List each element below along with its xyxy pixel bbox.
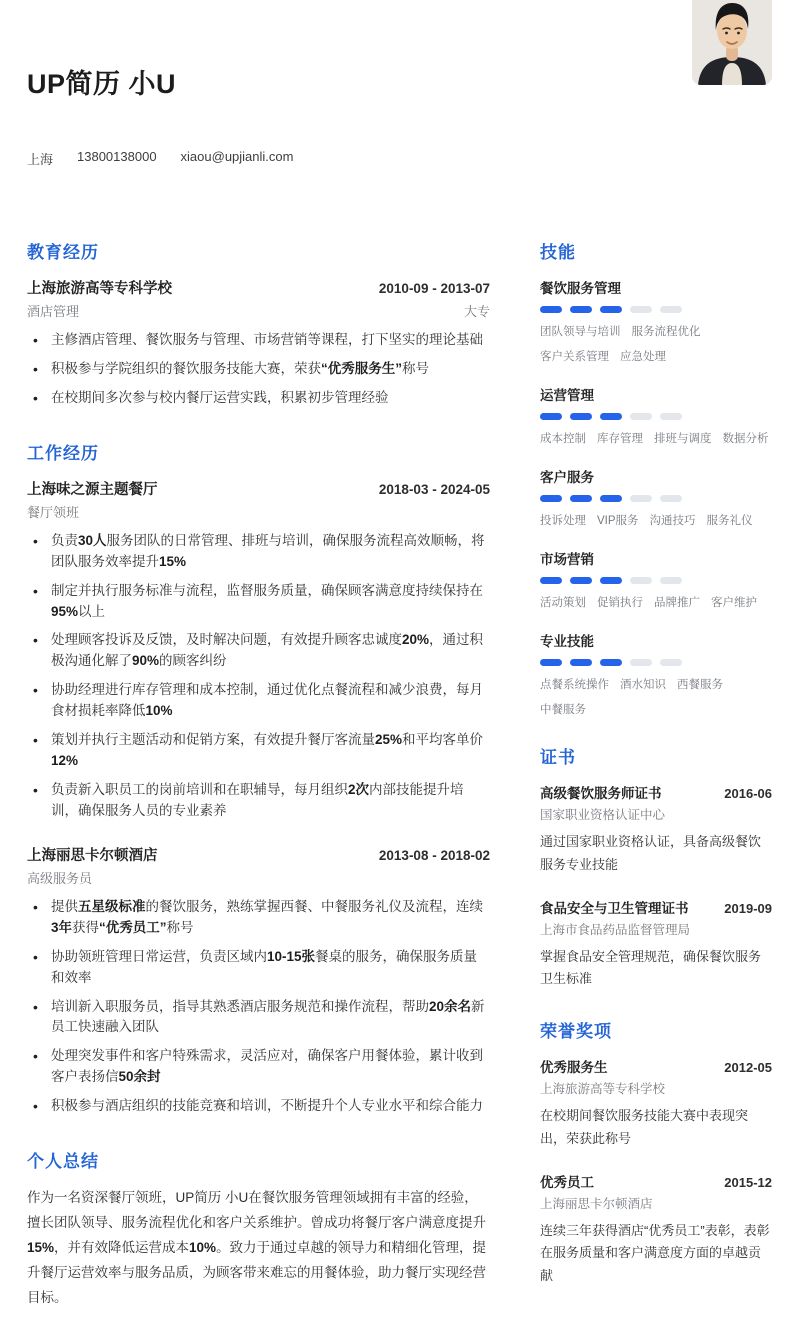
entry-head bbox=[27, 277, 490, 298]
section-title: 个人总结 bbox=[27, 1152, 99, 1172]
skill-name: 运营管理 bbox=[540, 388, 594, 403]
section-title: 教育经历 bbox=[27, 243, 99, 262]
certificate-item bbox=[540, 897, 772, 992]
honor-item bbox=[540, 1056, 772, 1151]
bullet-list bbox=[27, 531, 490, 822]
level-pill-filled bbox=[600, 659, 622, 666]
entry-org: 上海丽思卡尔顿酒店 bbox=[27, 847, 158, 864]
level-pill-filled bbox=[600, 577, 622, 584]
skill-tag: 中餐服务 bbox=[540, 704, 586, 716]
entry bbox=[27, 478, 490, 822]
entry-sub bbox=[27, 301, 490, 320]
entry-role: 酒店管理 bbox=[27, 304, 80, 319]
level-pill-filled bbox=[570, 577, 592, 584]
certificate-item-issuer: 上海市食品药品监督管理局 bbox=[540, 922, 691, 937]
skill-tag: 成本控制 bbox=[540, 433, 586, 445]
level-pill-empty bbox=[630, 306, 652, 313]
skill-tag: 数据分析 bbox=[722, 433, 769, 445]
skill-level-indicator bbox=[540, 495, 772, 502]
level-pill-empty bbox=[630, 495, 652, 502]
level-pill-filled bbox=[540, 659, 562, 666]
skill-tags bbox=[540, 594, 772, 610]
right-column bbox=[540, 238, 772, 1341]
skill-level-indicator bbox=[540, 659, 772, 666]
summary-paragraph: 作为一名资深餐厅领班，UP简历 小U在餐饮服务管理领域拥有丰富的经验，擅长团队领导、服务流程优化和客户关系维护。曾成功将餐厅客户满意度提升15%，并有效降低运营成本10%。致力于通过卓越的领导力和精细化管理，提升餐厅运营效率与服务品质，为顾客带来难忘的用餐体验，助力餐厅实现经营目标。 bbox=[27, 1190, 487, 1305]
skill-tag: 客户维护 bbox=[711, 597, 757, 609]
section-title: 技能 bbox=[540, 243, 576, 262]
skill-level-indicator bbox=[540, 577, 772, 584]
bullet-item: • 制定并执行服务标准与流程，监督服务质量，确保顾客满意度持续保持在95%以上 bbox=[27, 581, 490, 623]
bullet-list bbox=[27, 897, 490, 1117]
skill-tag: VIP服务 bbox=[597, 515, 639, 527]
entry-org: 上海味之源主题餐厅 bbox=[27, 481, 158, 498]
level-pill-empty bbox=[630, 659, 652, 666]
level-pill-filled bbox=[600, 495, 622, 502]
contact-item-1: 13800138000 bbox=[77, 149, 157, 164]
bullet-item: • 提供五星级标准的餐饮服务，熟练掌握西餐、中餐服务礼仪及流程，连续3年获得“优秀员工”称号 bbox=[27, 897, 490, 939]
skill-item bbox=[540, 630, 772, 717]
skill-tag: 西餐服务 bbox=[677, 679, 723, 691]
bullet-item: • 在校期间多次参与校内餐厅运营实践，积累初步管理经验 bbox=[27, 388, 490, 409]
entry-date: 2018-03 - 2024-05 bbox=[378, 481, 490, 497]
skill-tag: 服务流程优化 bbox=[631, 326, 701, 338]
honor-item-name: 优秀服务生 bbox=[540, 1060, 608, 1075]
skill-name: 餐饮服务管理 bbox=[540, 281, 621, 296]
contact-item-0: 上海 bbox=[27, 152, 54, 167]
section-title: 工作经历 bbox=[27, 443, 99, 463]
section-skills bbox=[540, 238, 772, 717]
skill-item bbox=[540, 466, 772, 528]
honor-item-issuer: 上海丽思卡尔顿酒店 bbox=[540, 1196, 653, 1211]
section-教育经历 bbox=[27, 238, 490, 409]
entry-org: 上海旅游高等专科学校 bbox=[27, 281, 172, 297]
honor-item bbox=[540, 1171, 772, 1288]
skill-tag: 应急处理 bbox=[620, 351, 666, 363]
section-个人总结 bbox=[27, 1147, 490, 1311]
skill-tags bbox=[540, 323, 772, 364]
resume-header bbox=[27, 0, 772, 202]
level-pill-filled bbox=[540, 306, 562, 313]
skill-tags bbox=[540, 676, 772, 717]
entry-sub bbox=[27, 868, 490, 887]
bullet-list bbox=[27, 330, 490, 409]
contact-item-2: xiaou@upjianli.com bbox=[180, 149, 294, 164]
certificate-item-head bbox=[540, 782, 772, 802]
content-columns bbox=[27, 238, 772, 1341]
certificate-item-date: 2019-09 bbox=[724, 900, 772, 916]
skill-item bbox=[540, 384, 772, 446]
entry-role: 餐厅领班 bbox=[27, 504, 80, 520]
certificate-item-issuer: 国家职业资格认证中心 bbox=[540, 808, 666, 822]
skill-tag: 排班与调度 bbox=[654, 433, 712, 445]
entry-date: 2010-09 - 2013-07 bbox=[378, 281, 490, 296]
skill-item bbox=[540, 548, 772, 610]
skill-tag: 客户关系管理 bbox=[540, 351, 609, 363]
bullet-item: • 负责新入职员工的岗前培训和在职辅导，每月组织2次内部技能提升培训，确保服务人员的专业素养 bbox=[27, 780, 490, 822]
certificate-item-date: 2016-06 bbox=[724, 786, 772, 801]
skill-name: 专业技能 bbox=[540, 634, 594, 649]
certificate-item-name: 食品安全与卫生管理证书 bbox=[540, 900, 689, 916]
level-pill-filled bbox=[570, 413, 592, 420]
level-pill-filled bbox=[570, 659, 592, 666]
level-pill-empty bbox=[660, 495, 682, 502]
skill-name: 市场营销 bbox=[540, 552, 594, 567]
entry-role: 高级服务员 bbox=[27, 870, 93, 886]
certificate-item bbox=[540, 782, 772, 877]
entry bbox=[27, 844, 490, 1117]
level-pill-filled bbox=[570, 306, 592, 313]
level-pill-filled bbox=[600, 306, 622, 313]
level-pill-empty bbox=[660, 413, 682, 420]
honor-item-description: 连续三年获得酒店“优秀员工”表彰，表彰在服务质量和客户满意度方面的卓越贡献 bbox=[540, 1222, 770, 1283]
bullet-item: • 策划并执行主题活动和促销方案，有效提升餐厅客流量25%和平均客单价12% bbox=[27, 730, 490, 772]
honor-item-date: 2015-12 bbox=[724, 1174, 772, 1190]
skill-tag: 品牌推广 bbox=[654, 597, 700, 609]
level-pill-filled bbox=[570, 495, 592, 502]
honor-item-issuer: 上海旅游高等专科学校 bbox=[540, 1082, 666, 1096]
skill-level-indicator bbox=[540, 413, 772, 420]
section-工作经历 bbox=[27, 439, 490, 1117]
bullet-item: • 积极参与酒店组织的技能竞赛和培训，不断提升个人专业水平和综合能力 bbox=[27, 1096, 490, 1117]
level-pill-filled bbox=[540, 413, 562, 420]
skill-tag: 投诉处理 bbox=[540, 515, 586, 527]
candidate-name: UP简历 小U bbox=[27, 69, 177, 99]
contact-row bbox=[27, 149, 772, 168]
column-gap bbox=[490, 238, 540, 1341]
bullet-item: • 处理顾客投诉及反馈，及时解决问题，有效提升顾客忠诚度20%，通过积极沟通化解了90%的顾客纠纷 bbox=[27, 630, 490, 672]
left-column bbox=[27, 238, 490, 1341]
bullet-item: • 协助领班管理日常运营，负责区域内10-15张餐桌的服务，确保服务质量和效率 bbox=[27, 947, 490, 989]
honor-item-head bbox=[540, 1171, 772, 1191]
skill-tag: 沟通技巧 bbox=[649, 515, 696, 527]
level-pill-empty bbox=[630, 577, 652, 584]
skill-name: 客户服务 bbox=[540, 470, 594, 485]
skill-tags bbox=[540, 512, 772, 528]
honor-item-name: 优秀员工 bbox=[540, 1174, 594, 1190]
level-pill-empty bbox=[660, 577, 682, 584]
skill-level-indicator bbox=[540, 306, 772, 313]
honor-item-date: 2012-05 bbox=[724, 1060, 772, 1075]
skill-tag: 库存管理 bbox=[597, 433, 643, 445]
certificate-item-description: 通过国家职业资格认证，具备高级餐饮服务专业技能 bbox=[540, 834, 762, 872]
bullet-item: • 积极参与学院组织的餐饮服务技能大赛，荣获“优秀服务生”称号 bbox=[27, 359, 490, 380]
section-certificates bbox=[540, 743, 772, 991]
bullet-item: • 负责30人服务团队的日常管理、排班与培训，确保服务流程高效顺畅，将团队服务效率提升15% bbox=[27, 531, 490, 573]
level-pill-filled bbox=[600, 413, 622, 420]
skill-tag: 酒水知识 bbox=[620, 679, 666, 691]
certificate-item-description: 掌握食品安全管理规范，确保餐饮服务卫生标准 bbox=[540, 948, 762, 987]
section-title: 证书 bbox=[540, 748, 576, 767]
skill-tag: 点餐系统操作 bbox=[540, 679, 609, 691]
section-title: 荣誉奖项 bbox=[540, 1022, 612, 1041]
certificate-item-head bbox=[540, 897, 772, 917]
honor-item-description: 在校期间餐饮服务技能大赛中表现突出，荣获此称号 bbox=[540, 1108, 749, 1146]
candidate-photo bbox=[692, 0, 772, 85]
level-pill-empty bbox=[630, 413, 652, 420]
level-pill-filled bbox=[540, 577, 562, 584]
bullet-item: • 主修酒店管理、餐饮服务与管理、市场营销等课程，打下坚实的理论基础 bbox=[27, 330, 490, 351]
level-pill-empty bbox=[660, 306, 682, 313]
entry-degree: 大专 bbox=[463, 304, 490, 319]
honor-item-head bbox=[540, 1056, 772, 1076]
bullet-item: • 培训新入职服务员，指导其熟悉酒店服务规范和操作流程，帮助20余名新员工快速融入团队 bbox=[27, 997, 490, 1039]
entry-head bbox=[27, 478, 490, 499]
entry-date: 2013-08 - 2018-02 bbox=[378, 847, 490, 863]
portrait-illustration bbox=[692, 0, 772, 85]
certificate-item-name: 高级餐饮服务师证书 bbox=[540, 786, 662, 801]
entry-sub bbox=[27, 502, 490, 521]
skill-tag: 活动策划 bbox=[540, 597, 586, 609]
section-honors bbox=[540, 1017, 772, 1288]
skill-item bbox=[540, 277, 772, 364]
bullet-item: • 协助经理进行库存管理和成本控制，通过优化点餐流程和减少浪费，每月食材损耗率降低10% bbox=[27, 680, 490, 722]
level-pill-filled bbox=[540, 495, 562, 502]
skill-tag: 服务礼仪 bbox=[706, 515, 753, 527]
skill-tags bbox=[540, 430, 772, 446]
level-pill-empty bbox=[660, 659, 682, 666]
skill-tag: 团队领导与培训 bbox=[540, 326, 621, 338]
entry bbox=[27, 277, 490, 409]
entry-head bbox=[27, 844, 490, 865]
bullet-item: • 处理突发事件和客户特殊需求，灵活应对，确保客户用餐体验，累计收到客户表扬信50余封 bbox=[27, 1046, 490, 1088]
skill-tag: 促销执行 bbox=[597, 597, 643, 609]
